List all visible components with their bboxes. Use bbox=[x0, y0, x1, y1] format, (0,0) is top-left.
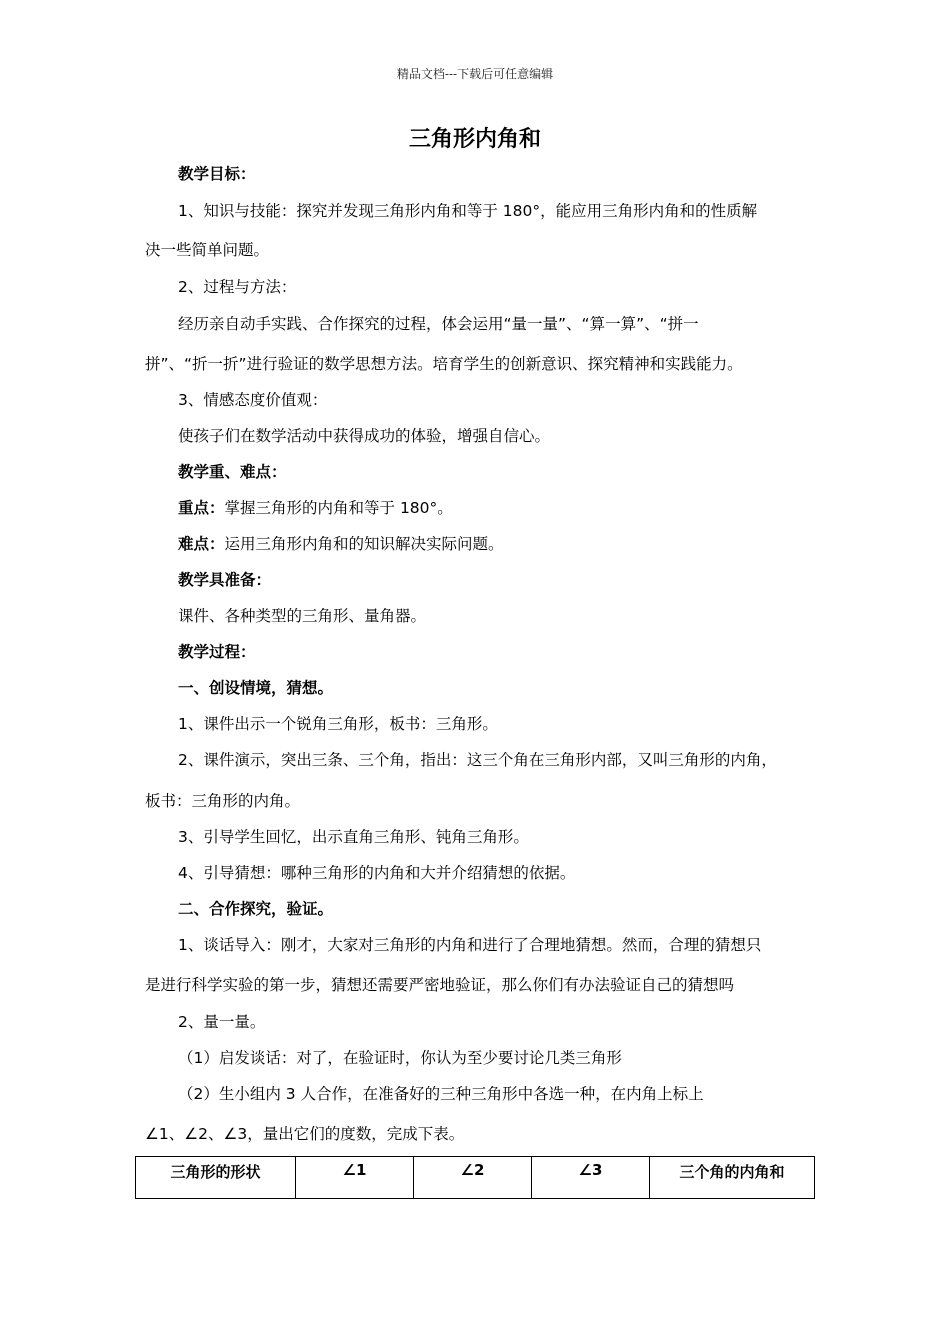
goal2-line2: 拼”、“折一折”进行验证的数学思想方法。培育学生的创新意识、探究精神和实践能力。 bbox=[145, 355, 743, 373]
angle-table bbox=[135, 1156, 815, 1199]
document-title: 三角形内角和 bbox=[408, 127, 541, 152]
table-header-sum: 三个角的内角和 bbox=[650, 1157, 815, 1199]
section2-sub2-line2: ∠1、∠2、∠3，量出它们的度数，完成下表。 bbox=[145, 1125, 465, 1143]
difficulty-point bbox=[178, 534, 504, 554]
section1-item3: 3、引导学生回忆，出示直角三角形、钝角三角形。 bbox=[178, 828, 529, 846]
section2-heading: 二、合作探究，验证。 bbox=[178, 900, 334, 918]
difficulty-label: 难点： bbox=[178, 535, 225, 553]
goal2-line1: 经历亲自动手实践、合作探究的过程，体会运用“量一量”、“算一算”、“拼一 bbox=[178, 315, 699, 333]
header-watermark: 精品文档---下载后可任意编辑 bbox=[396, 67, 554, 81]
table-header-angle1: ∠1 bbox=[296, 1157, 414, 1199]
prep-text: 课件、各种类型的三角形、量角器。 bbox=[178, 607, 427, 625]
key-heading: 教学重、难点： bbox=[178, 463, 287, 481]
prep-heading: 教学具准备： bbox=[178, 571, 272, 589]
section1-heading: 一、创设情境，猜想。 bbox=[178, 679, 334, 697]
table-header-row bbox=[136, 1157, 815, 1199]
section1-item2-line1: 2、课件演示，突出三条、三个角，指出：这三个角在三角形内部，又叫三角形的内角， bbox=[178, 751, 777, 769]
goals-heading: 教学目标： bbox=[178, 165, 256, 183]
key-point bbox=[178, 498, 453, 518]
difficulty-text: 运用三角形内角和的知识解决实际问题。 bbox=[224, 535, 504, 553]
key-text: 掌握三角形的内角和等于 180°。 bbox=[224, 499, 453, 517]
goal3-heading: 3、情感态度价值观： bbox=[178, 391, 328, 409]
goal3-line1: 使孩子们在数学活动中获得成功的体验，增强自信心。 bbox=[178, 427, 551, 445]
table-header-shape: 三角形的形状 bbox=[136, 1157, 296, 1199]
key-label: 重点： bbox=[178, 499, 225, 517]
goal1-line1: 1、知识与技能：探究并发现三角形内角和等于 180°，能应用三角形内角和的性质解 bbox=[178, 202, 758, 220]
section2-item1-line2: 是进行科学实验的第一步，猜想还需要严密地验证，那么你们有办法验证自己的猜想吗 bbox=[145, 976, 735, 994]
table-header-angle3: ∠3 bbox=[532, 1157, 650, 1199]
section1-item1: 1、课件出示一个锐角三角形，板书：三角形。 bbox=[178, 715, 498, 733]
section1-item4: 4、引导猜想：哪种三角形的内角和大并介绍猜想的依据。 bbox=[178, 864, 576, 882]
table-header-angle2: ∠2 bbox=[414, 1157, 532, 1199]
section1-item2-line2: 板书：三角形的内角。 bbox=[145, 792, 301, 810]
section2-item2: 2、量一量。 bbox=[178, 1013, 266, 1031]
section2-sub1: （1）启发谈话：对了，在验证时，你认为至少要讨论几类三角形 bbox=[178, 1049, 622, 1067]
goal2-heading: 2、过程与方法： bbox=[178, 278, 297, 296]
process-heading: 教学过程： bbox=[178, 643, 256, 661]
section2-sub2-line1: （2）生小组内 3 人合作，在准备好的三种三角形中各选一种，在内角上标上 bbox=[178, 1085, 704, 1103]
goal1-line2: 决一些简单问题。 bbox=[145, 241, 270, 259]
section2-item1-line1: 1、谈话导入：刚才，大家对三角形的内角和进行了合理地猜想。然而，合理的猜想只 bbox=[178, 936, 762, 954]
